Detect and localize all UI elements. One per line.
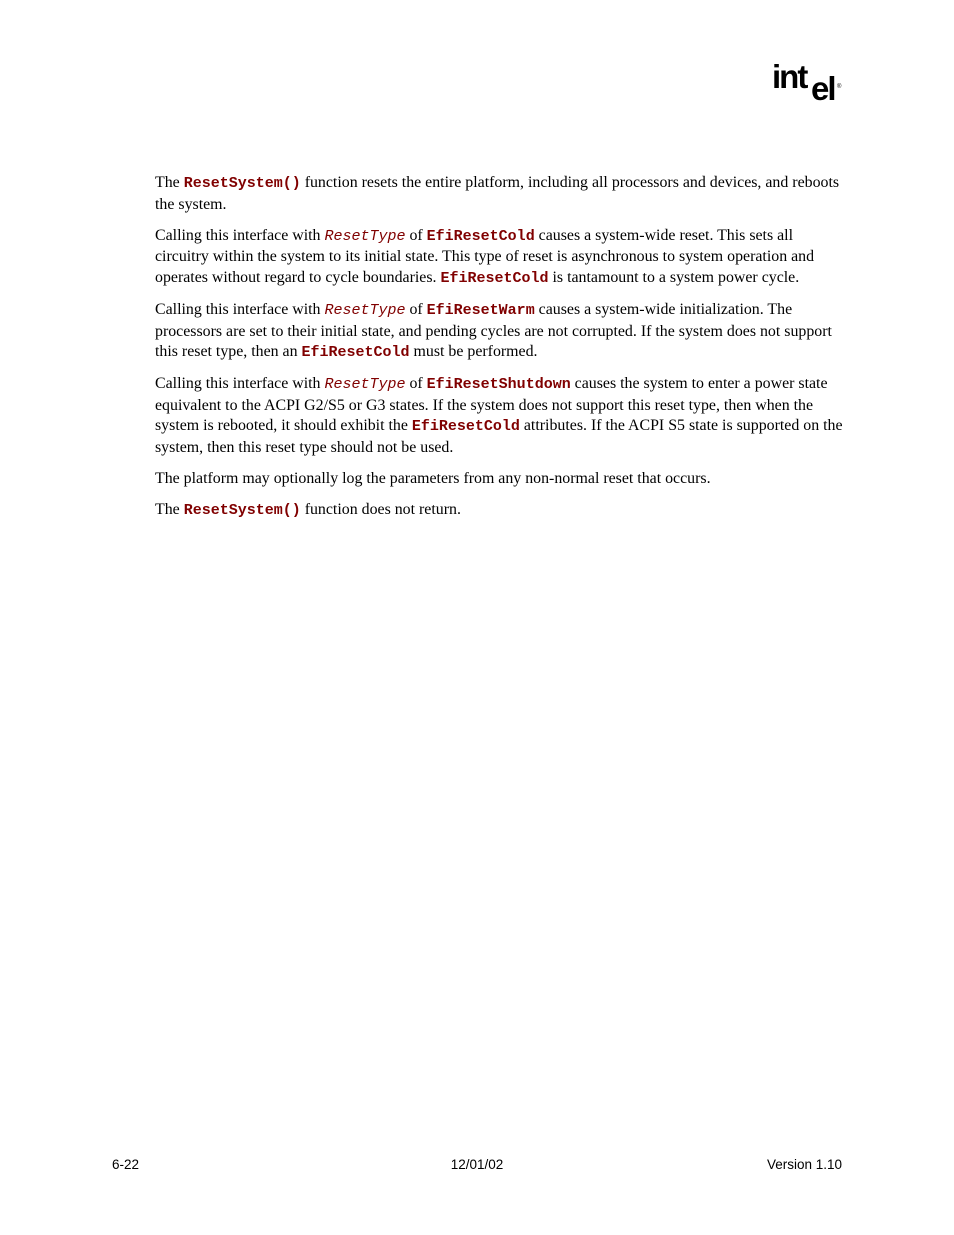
text-run: The platform may optionally log the parameters from any non-normal reset that occurs.	[155, 470, 711, 488]
text-run: Calling this interface with	[155, 375, 325, 393]
text-run: Calling this interface with	[155, 226, 325, 244]
function-name: ResetSystem()	[183, 502, 301, 520]
footer-date: 12/01/02	[450, 1157, 504, 1172]
paragraph-no-return	[155, 500, 845, 522]
text-run: The	[155, 174, 184, 191]
paragraph-logging	[155, 469, 845, 490]
text-run: causes a system-wide reset. This sets all circuitry within the system to its initial state. This type of reset is asynchronous to system operation and operates without regard to cycle boundaries.	[155, 226, 815, 286]
logo-text-main: int	[772, 58, 807, 95]
text-run: Calling this interface with	[155, 300, 325, 318]
constant-name: EfiResetWarm	[426, 301, 535, 319]
logo-registered-mark: ®	[837, 84, 842, 90]
paragraph-reset-shutdown	[155, 374, 845, 458]
text-run: causes the system to enter a power state equivalent to the ACPI G2/S5 or G3 states. If the system does not support this reset type, then when the system is rebooted, it should exhibit the	[155, 375, 828, 435]
text-run: function does not return.	[300, 501, 461, 519]
paragraph-reset-cold	[155, 226, 845, 290]
text-run: must be performed.	[409, 343, 538, 361]
function-name: ResetSystem()	[183, 175, 301, 192]
text-run: causes a system-wide initialization. The processors are set to their initial state, and pending cycles are not corrupted. If the system does not support this reset type, then an	[155, 300, 832, 361]
text-run: of	[405, 375, 427, 393]
constant-name: EfiResetCold	[301, 344, 410, 362]
parameter-name: ResetType	[324, 376, 406, 394]
text-run: of	[405, 226, 427, 244]
constant-name: EfiResetCold	[440, 269, 549, 287]
paragraph-overview	[155, 173, 845, 215]
text-run: function resets the entire platform, including all processors and devices, and reboots the system.	[155, 174, 840, 213]
text-run: is tantamount to a system power cycle.	[548, 268, 800, 286]
text-run: of	[405, 300, 427, 318]
footer-page-number: 6-22	[112, 1157, 140, 1172]
parameter-name: ResetType	[324, 227, 406, 245]
text-run: The	[155, 501, 184, 519]
text-run: attributes. If the ACPI S5 state is supported on the system, then this reset type should not be used.	[155, 417, 843, 457]
page-body	[155, 173, 845, 532]
paragraph-reset-warm	[155, 300, 845, 364]
logo-text-drop: el	[811, 70, 835, 107]
constant-name: EfiResetShutdown	[426, 376, 571, 394]
constant-name: EfiResetCold	[411, 418, 520, 436]
footer-version: Version 1.10	[766, 1157, 842, 1172]
intel-logo	[772, 57, 844, 107]
parameter-name: ResetType	[324, 301, 406, 319]
constant-name: EfiResetCold	[426, 227, 535, 245]
